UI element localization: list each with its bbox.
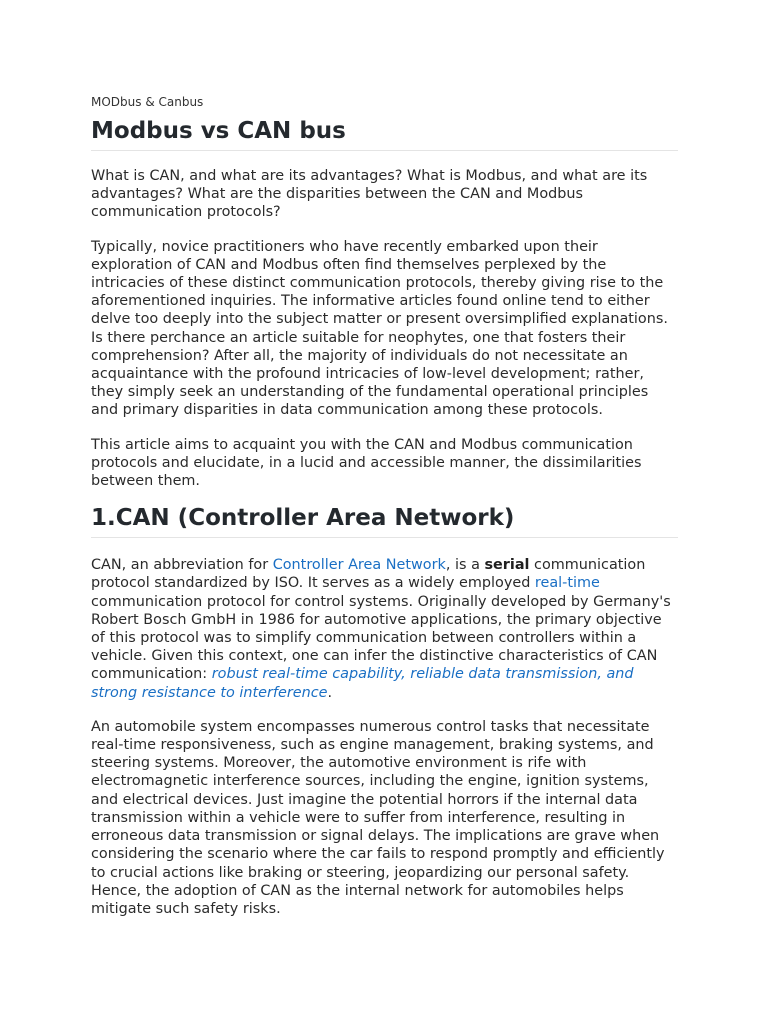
can-p1-text-1: CAN, an abbreviation for (91, 557, 273, 574)
can-paragraph-1 (91, 556, 678, 702)
can-characteristics-emphasis: robust real-time capability, reliable data transmission, and strong resistance to interference (91, 666, 634, 701)
intro-paragraph-1: What is CAN, and what are its advantages? What is Modbus, and what are its advantages? What are the disparities between the CAN and Modbus communication protocols? (91, 168, 648, 221)
controller-area-network-link[interactable]: Controller Area Network (272, 557, 446, 574)
can-p1-text-5: . (327, 684, 333, 701)
can-p1-text-4: communication protocol for control systems. Originally developed by Germany's Robert Bosch GmbH in 1986 for automotive applications, the primary objective of this protocol was to simplify communication between controllers within a vehicle. Given this context, one can infer the distinctive characteristics of CAN communication: (91, 593, 671, 683)
page-title: Modbus vs CAN bus (91, 117, 678, 151)
intro-paragraph-3: This article aims to acquaint you with the CAN and Modbus communication protocols and elucidate, in a lucid and accessible manner, the dissimilarities between them. (91, 436, 642, 490)
serial-bold-text: serial (484, 557, 530, 574)
breadcrumb: MODbus & Canbus (91, 95, 204, 109)
intro-paragraph-2: Typically, novice practitioners who have recently embarked upon their exploration of CAN and Modbus often find themselves perplexed by the intricacies of these distinct communication protocols, thereby giving rise to the aforementioned inquiries. The informative articles found online tend to either delve too deeply into the subject matter or present oversimplified explanations. Is there perchance an article suitable for neophytes, one that fosters their comprehension? After all, the majority of individuals do not necessitate an acquaintance with the profound intricacies of low-level development; rather, they simply seek an understanding of the fundamental operational principles and primary disparities in data communication among these protocols. (91, 238, 668, 419)
real-time-link[interactable]: real-time (534, 575, 600, 592)
can-paragraph-2: An automobile system encompasses numerous control tasks that necessitate real-time responsiveness, such as engine management, braking systems, and steering systems. Moreover, the automotive environment is rife with electromagnetic interference sources, including the engine, ignition systems, and electrical devices. Just imagine the potential horrors if the internal data transmission within a vehicle were to suffer from interference, resulting in erroneous data transmission or signal delays. The implications are grave when considering the scenario where the car fails to respond promptly and efficiently to crucial actions like braking or steering, jeopardizing our personal safety. Hence, the adoption of CAN as the internal network for automobiles helps mitigate such safety risks. (91, 718, 665, 917)
section-heading-can: 1.CAN (Controller Area Network) (91, 504, 678, 538)
can-p1-text-3: communication protocol standardized by ISO. It serves as a widely employed (91, 557, 646, 592)
can-p1-text-2: , is a (445, 557, 485, 574)
document-page (91, 95, 678, 918)
